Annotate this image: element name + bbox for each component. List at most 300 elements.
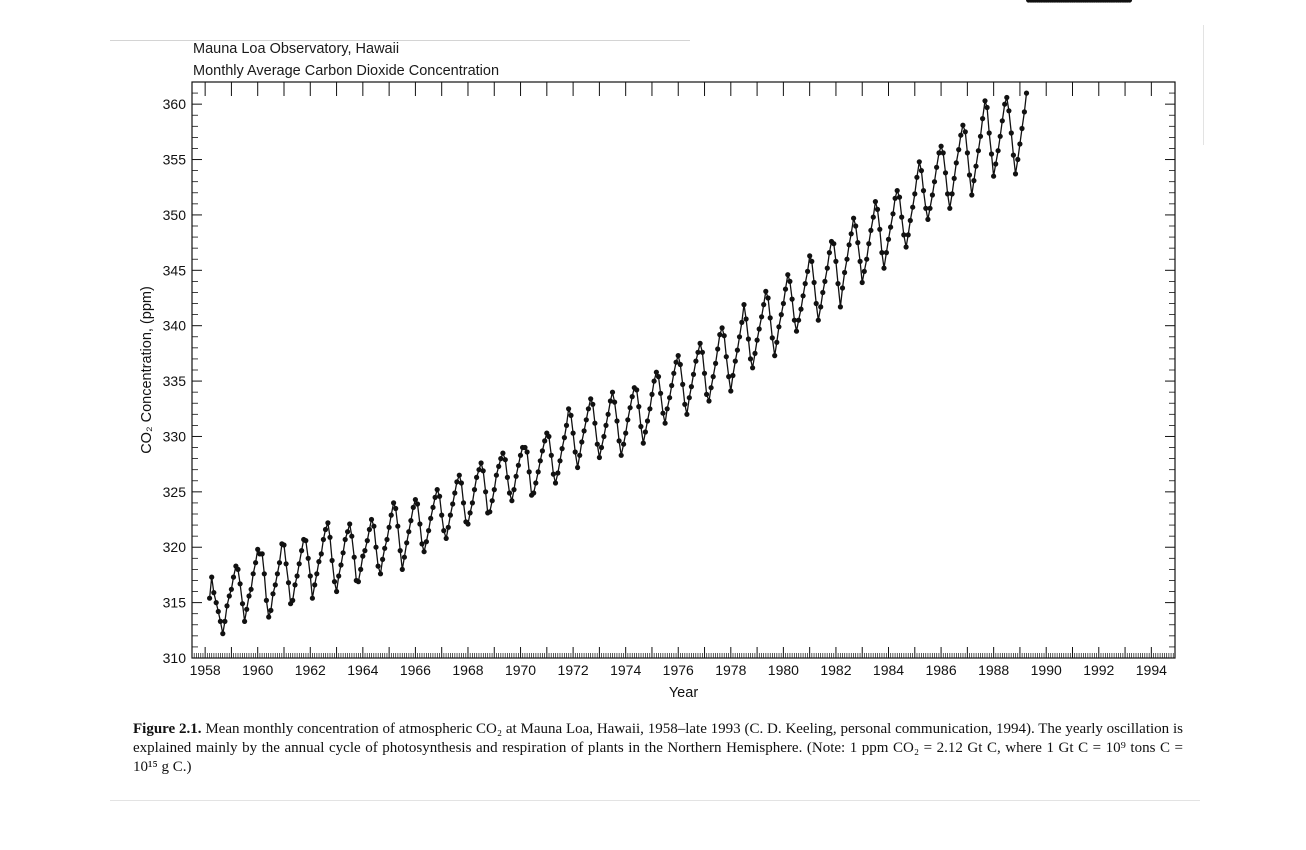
co2-data-point [398,548,403,553]
co2-data-point [702,371,707,376]
co2-data-point [588,396,593,401]
co2-data-point [433,495,438,500]
co2-data-point [636,404,641,409]
co2-data-point [967,172,972,177]
co2-data-point [851,216,856,221]
co2-data-point [505,475,510,480]
co2-data-point [958,133,963,138]
x-tick-label: 1968 [452,662,484,678]
co2-data-point [483,489,488,494]
y-tick-label: 360 [162,96,186,113]
co2-data-point [387,525,392,530]
co2-data-point [698,341,703,346]
co2-data-point [638,424,643,429]
y-tick-label: 315 [162,594,186,611]
co2-data-point [844,257,849,262]
x-tick-label: 1972 [557,662,589,678]
co2-data-point [831,241,836,246]
co2-data-point [768,315,773,320]
co2-data-point [746,336,751,341]
x-tick-label: 1988 [978,662,1010,678]
co2-data-point [216,609,221,614]
co2-data-point [711,374,716,379]
co2-data-point [904,244,909,249]
chart-subtitle: Monthly Average Carbon Dioxide Concentration [193,63,500,79]
co2-data-point [494,473,499,478]
co2-data-point [419,541,424,546]
co2-data-point [996,148,1001,153]
co2-data-point [218,619,223,624]
co2-data-point [897,195,902,200]
co2-data-point [835,281,840,286]
co2-data-point [987,130,992,135]
co2-data-point [939,144,944,149]
co2-data-point [757,326,762,331]
co2-data-point [389,513,394,518]
co2-data-point [555,470,560,475]
co2-data-point [595,442,600,447]
co2-data-point [706,398,711,403]
co2-data-point [1011,153,1016,158]
co2-data-point [906,232,911,237]
co2-data-point [628,405,633,410]
co2-data-point [759,314,764,319]
co2-data-point [454,479,459,484]
co2-data-point [914,175,919,180]
co2-data-point [684,412,689,417]
co2-data-point [818,304,823,309]
co2-data-point [665,406,670,411]
co2-data-point [849,231,854,236]
co2-data-point [334,589,339,594]
co2-data-point [579,439,584,444]
chart-title: Mauna Loa Observatory, Hawaii [193,41,400,57]
co2-data-point [312,582,317,587]
co2-data-point [470,500,475,505]
co2-data-point [617,438,622,443]
co2-data-point [448,513,453,518]
co2-data-point [1006,108,1011,113]
co2-data-point [406,529,411,534]
co2-data-point [908,218,913,223]
co2-data-point [643,429,648,434]
co2-data-point [437,494,442,499]
co2-data-point [599,445,604,450]
co2-data-point [507,490,512,495]
co2-data-point [1002,102,1007,107]
co2-data-point [358,567,363,572]
co2-data-point [798,307,803,312]
co2-data-point [560,446,565,451]
x-tick-label: 1994 [1135,662,1167,678]
x-tick-label: 1958 [189,662,221,678]
co2-data-point [479,460,484,465]
co2-data-point [634,387,639,392]
co2-data-point [724,354,729,359]
co2-data-point [766,295,771,300]
co2-series-line [210,93,1027,634]
co2-data-point [540,448,545,453]
co2-data-point [855,240,860,245]
co2-data-point [680,382,685,387]
co2-data-point [465,521,470,526]
co2-data-point [779,312,784,317]
co2-data-point [930,192,935,197]
co2-data-point [308,573,313,578]
co2-data-point [316,559,321,564]
co2-data-point [422,549,427,554]
co2-data-point [612,400,617,405]
co2-data-point [284,561,289,566]
co2-data-point [408,518,413,523]
co2-data-point [426,528,431,533]
co2-data-point [704,392,709,397]
co2-data-point [251,571,256,576]
co2-data-point [982,98,987,103]
x-tick-label: 1992 [1083,662,1115,678]
y-tick-label: 335 [162,373,186,390]
co2-data-point [658,391,663,396]
co2-data-point [763,289,768,294]
co2-data-point [542,438,547,443]
co2-data-point [709,385,714,390]
co2-data-point [737,334,742,339]
co2-data-point [1022,109,1027,114]
co2-data-point [812,280,817,285]
co2-data-point [1004,95,1009,100]
co2-data-point [783,287,788,292]
co2-data-point [435,487,440,492]
co2-data-point [246,593,251,598]
x-tick-label: 1980 [767,662,799,678]
co2-data-point [227,593,232,598]
co2-data-point [755,338,760,343]
co2-data-point [343,537,348,542]
co2-data-point [492,487,497,492]
co2-data-point [973,164,978,169]
co2-data-point [369,517,374,522]
co2-data-point [292,582,297,587]
co2-data-point [652,379,657,384]
co2-data-point [776,324,781,329]
co2-data-point [965,150,970,155]
co2-data-point [527,469,532,474]
co2-data-point [794,329,799,334]
co2-data-point [927,206,932,211]
co2-data-point [687,395,692,400]
co2-data-point [446,525,451,530]
co2-data-point [341,550,346,555]
co2-data-point [327,535,332,540]
co2-data-point [264,598,269,603]
co2-data-point [910,205,915,210]
co2-data-point [978,134,983,139]
co2-data-point [735,348,740,353]
co2-data-point [809,259,814,264]
co2-data-point [220,631,225,636]
co2-data-point [682,402,687,407]
co2-data-point [382,546,387,551]
co2-data-point [546,434,551,439]
co2-data-point [575,465,580,470]
co2-data-point [592,421,597,426]
co2-data-point [921,188,926,193]
co2-data-point [649,392,654,397]
co2-data-point [577,453,582,458]
co2-data-point [347,521,352,526]
co2-data-point [384,537,389,542]
co2-data-point [976,148,981,153]
co2-data-point [314,571,319,576]
co2-data-point [345,529,350,534]
co2-data-point [1015,157,1020,162]
caption-label: Figure 2.1. [133,721,202,737]
co2-data-point [338,562,343,567]
x-tick-label: 1976 [662,662,694,678]
y-tick-label: 330 [162,428,186,445]
co2-data-point [277,560,282,565]
co2-data-point [238,581,243,586]
co2-data-point [391,500,396,505]
co2-data-point [373,545,378,550]
x-tick-label: 1964 [347,662,379,678]
x-tick-label: 1982 [820,662,852,678]
co2-data-point [503,457,508,462]
co2-data-point [886,237,891,242]
co2-data-point [450,501,455,506]
co2-data-point [590,402,595,407]
y-tick-label: 350 [162,206,186,223]
co2-data-point [461,500,466,505]
co2-data-point [669,383,674,388]
co2-data-point [310,596,315,601]
co2-data-point [875,207,880,212]
co2-data-point [868,228,873,233]
co2-data-point [838,304,843,309]
co2-data-point [268,608,273,613]
co2-data-point [582,428,587,433]
co2-data-point [240,601,245,606]
co2-data-point [952,176,957,181]
co2-data-point [816,318,821,323]
co2-data-point [244,607,249,612]
co2-data-point [814,301,819,306]
co2-data-point [362,548,367,553]
co2-data-point [514,474,519,479]
co2-data-point [772,353,777,358]
co2-data-point [511,487,516,492]
co2-data-point [954,160,959,165]
co2-data-point [584,417,589,422]
co2-data-point [893,196,898,201]
co2-data-point [647,406,652,411]
co2-data-point [281,542,286,547]
co2-data-point [229,587,234,592]
co2-data-point [881,266,886,271]
co2-data-point [625,417,630,422]
co2-data-point [787,279,792,284]
co2-data-point [774,340,779,345]
co2-data-point [457,473,462,478]
co2-data-point [330,558,335,563]
co2-data-point [536,469,541,474]
co2-data-point [360,554,365,559]
co2-data-point [888,225,893,230]
co2-data-point [404,540,409,545]
x-tick-label: 1974 [610,662,642,678]
co2-data-point [603,423,608,428]
co2-data-point [290,598,295,603]
co2-data-point [538,458,543,463]
co2-data-point [691,372,696,377]
co2-data-point [568,413,573,418]
co2-data-point [266,614,271,619]
co2-data-point [518,453,523,458]
co2-data-point [853,223,858,228]
co2-data-point [715,346,720,351]
co2-data-point [319,551,324,556]
co2-data-point [474,475,479,480]
co2-data-point [270,591,275,596]
co2-data-point [623,431,628,436]
co2-data-point [299,548,304,553]
co2-data-point [820,290,825,295]
co2-data-point [516,463,521,468]
figure-caption [133,720,1183,777]
co2-data-point [781,301,786,306]
co2-data-point [833,259,838,264]
co2-data-point [395,524,400,529]
co2-data-point [321,537,326,542]
co2-data-point [993,161,998,166]
co2-data-point [941,150,946,155]
co2-data-point [352,555,357,560]
co2-data-point [597,455,602,460]
co2-data-point [877,227,882,232]
co2-data-point [441,528,446,533]
co2-data-point [663,421,668,426]
y-tick-label: 345 [162,262,186,279]
co2-data-point [860,280,865,285]
co2-data-point [934,165,939,170]
co2-data-point [864,257,869,262]
co2-data-point [356,579,361,584]
co2-data-point [717,332,722,337]
co2-data-point [376,564,381,569]
co2-data-point [525,449,530,454]
co2-data-point [297,561,302,566]
x-tick-label: 1970 [504,662,537,678]
co2-data-point [1000,118,1005,123]
co2-data-point [564,423,569,428]
co2-data-point [468,510,473,515]
co2-data-point [444,536,449,541]
co2-data-point [803,281,808,286]
co2-data-point [222,619,227,624]
co2-data-point [402,555,407,560]
y-tick-label: 340 [162,317,186,334]
co2-data-point [393,506,398,511]
co2-data-point [400,567,405,572]
co2-data-point [601,434,606,439]
co2-data-point [752,351,757,356]
co2-data-point [785,272,790,277]
co2-data-point [332,579,337,584]
x-axis-label: Year [668,685,699,701]
co2-data-point [728,388,733,393]
x-tick-label: 1986 [925,662,957,678]
co2-data-point [1009,130,1014,135]
co2-data-point [533,480,538,485]
co2-data-point [214,600,219,605]
co2-data-point [551,472,556,477]
co2-data-point [840,285,845,290]
co2-data-point [472,487,477,492]
co2-data-point [641,441,646,446]
x-tick-label: 1990 [1030,662,1062,678]
co2-data-point [945,191,950,196]
co2-data-point [807,253,812,258]
y-tick-label: 310 [162,650,186,666]
co2-data-point [365,538,370,543]
co2-data-point [801,293,806,298]
co2-data-point [676,353,681,358]
co2-data-point [487,509,492,514]
co2-data-point [242,619,247,624]
co2-data-point [571,431,576,436]
co2-data-point [573,449,578,454]
co2-data-point [720,325,725,330]
co2-data-point [932,179,937,184]
co2-data-point [209,575,214,580]
co2-data-point [645,418,650,423]
co2-data-point [323,527,328,532]
co2-data-point [884,250,889,255]
co2-data-point [231,575,236,580]
co2-data-point [380,557,385,562]
co2-data-point [415,501,420,506]
co2-data-point [790,297,795,302]
co2-data-point [614,418,619,423]
co2-data-point [660,411,665,416]
co2-data-point [211,590,216,595]
co2-data-point [295,573,300,578]
co2-data-point [275,571,280,576]
co2-data-point [378,571,383,576]
co2-data-point [858,259,863,264]
co2-data-point [689,384,694,389]
co2-data-point [255,547,260,552]
co2-data-point [262,571,267,576]
co2-data-point [991,174,996,179]
co2-data-point [950,191,955,196]
co2-data-point [761,302,766,307]
y-tick-label: 320 [162,539,186,556]
co2-data-point [531,490,536,495]
co2-data-point [459,480,464,485]
co2-data-point [750,365,755,370]
co2-data-point [847,242,852,247]
co2-data-point [744,316,749,321]
co2-data-point [739,320,744,325]
co2-data-point [873,199,878,204]
co2-data-point [862,269,867,274]
co2-data-point [890,211,895,216]
x-tick-label: 1960 [242,662,274,678]
co2-data-point [919,168,924,173]
co2-data-point [842,270,847,275]
y-axis-label: CO₂ Concentration, (ppm) [139,286,155,454]
